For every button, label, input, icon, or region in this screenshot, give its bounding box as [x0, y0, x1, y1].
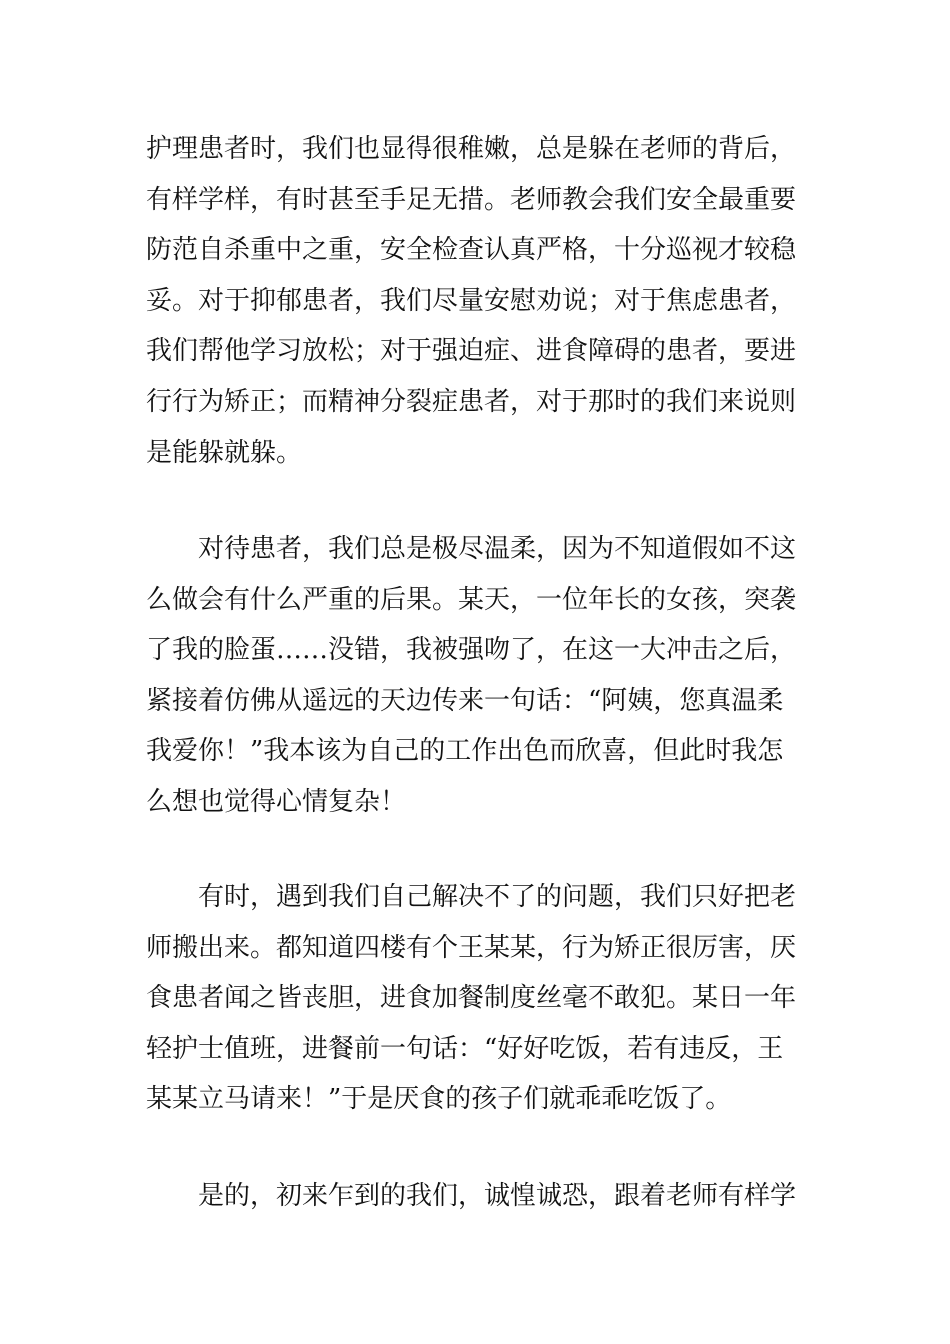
paragraph-2 [146, 524, 816, 828]
text-line: 我们帮他学习放松；对于强迫症、进食障碍的患者，要进 [146, 336, 797, 367]
text-line: 是的，初来乍到的我们，诚惶诚恐，跟着老师有样学 [198, 1181, 797, 1211]
paragraph-4 [146, 1171, 816, 1222]
text-line: 行行为矫正；而精神分裂症患者，对于那时的我们来说则 [146, 386, 797, 417]
text-line: 妥。对于抑郁患者，我们尽量安慰劝说；对于焦虑患者， [146, 285, 797, 316]
text-line: 么做会有什么严重的后果。某天，一位年长的女孩，突袭 [146, 584, 797, 615]
text-line: 是能躲就躲。 [146, 437, 303, 468]
text-line: 有样学样，有时甚至手足无措。老师教会我们安全最重要 [146, 184, 797, 215]
text-line: 护理患者时，我们也显得很稚嫩，总是躲在老师的背后， [146, 134, 797, 164]
paragraph-3 [146, 872, 816, 1125]
text-line: 轻护士值班，进餐前一句话：“好好吃饭，若有违反，王 [146, 1033, 784, 1064]
paragraph-1 [146, 124, 816, 478]
text-line: 防范自杀重中之重，安全检查认真严格，十分巡视才较稳 [146, 235, 797, 266]
text-line: 我爱你！”我本该为自己的工作出色而欣喜，但此时我怎 [146, 736, 784, 767]
text-line: 了我的脸蛋……没错，我被强吻了，在这一大冲击之后， [146, 635, 797, 666]
text-line: 紧接着仿佛从遥远的天边传来一句话：“阿姨，您真温柔 [146, 685, 784, 716]
text-line: 对待患者，我们总是极尽温柔，因为不知道假如不这 [198, 534, 797, 564]
text-line: 师搬出来。都知道四楼有个王某某，行为矫正很厉害，厌 [146, 932, 797, 963]
text-line: 么想也觉得心情复杂！ [146, 786, 407, 817]
text-line: 食患者闻之皆丧胆，进食加餐制度丝毫不敢犯。某日一年 [146, 983, 797, 1014]
text-line: 有时，遇到我们自己解决不了的问题，我们只好把老 [198, 882, 797, 912]
text-line: 某某立马请来！”于是厌食的孩子们就乖乖吃饭了。 [146, 1084, 732, 1115]
